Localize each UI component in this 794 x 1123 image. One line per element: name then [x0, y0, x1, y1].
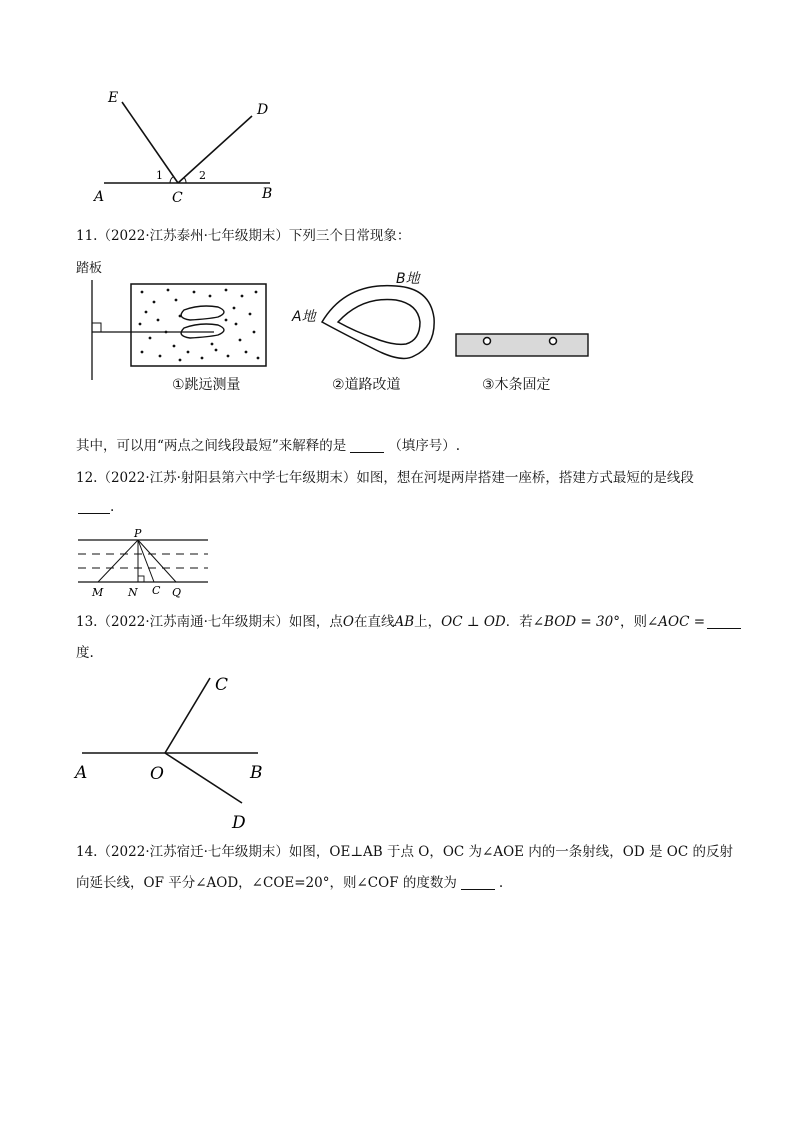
label-E: E — [108, 90, 119, 106]
q11-figures — [76, 262, 616, 387]
q14-line1: 14.（2022·江苏宿迁·七年级期末）如图，OE⊥AB 于点 O，OC 为∠AOE 内的一条射线，OD 是 OC 的反射 — [76, 844, 733, 860]
label-A: A — [75, 763, 88, 783]
q11-stem: 11.（2022·江苏泰州·七年级期末）下列三个日常现象： — [76, 228, 411, 244]
answer-blank-q14[interactable] — [461, 875, 495, 890]
label-Q: Q — [172, 586, 182, 599]
place-a-label: A地 — [292, 309, 316, 325]
label-M: M — [92, 586, 104, 599]
label-D: D — [257, 102, 269, 118]
label-angle-2: 2 — [199, 169, 206, 182]
angle-figure-q13 — [70, 670, 280, 830]
label-N: N — [128, 586, 138, 599]
label-angle-1: 1 — [156, 169, 163, 182]
label-A: A — [94, 189, 105, 205]
label-C: C — [215, 675, 229, 695]
river-bridge-figure — [76, 526, 216, 600]
answer-blank-q12[interactable] — [78, 499, 110, 514]
label-C: C — [152, 584, 161, 597]
q13-stem: 13.（2022·江苏南通·七年级期末）如图，点O在直线AB上，OC ⊥ OD．若∠BOD = 30°，则∠AOC = — [76, 612, 743, 632]
label-P: P — [134, 527, 142, 540]
label-B: B — [262, 186, 273, 202]
board-label: 踏板 — [76, 261, 103, 276]
answer-blank-q13[interactable] — [707, 614, 741, 629]
place-b-label: B地 — [396, 271, 420, 287]
caption-long-jump: ①跳远测量 — [172, 377, 241, 393]
q12-stem: 12.（2022·江苏·射阳县第六中学七年级期末）如图，想在河堤两岸搭建一座桥，搭建方式最短的是线段 — [76, 470, 694, 486]
label-B: B — [250, 763, 263, 783]
angle-figure-top — [80, 80, 300, 210]
label-D: D — [232, 813, 246, 830]
label-O: O — [150, 764, 164, 784]
answer-blank-q11[interactable] — [350, 438, 384, 453]
caption-road-rerouting: ②道路改道 — [332, 377, 401, 393]
q11-answer-line: 其中，可以用“两点之间线段最短”来解释的是 （填序号）. — [76, 438, 461, 454]
caption-wood-strip: ③木条固定 — [482, 377, 551, 393]
q12-line2: . — [76, 497, 114, 517]
q14-line2: 向延长线，OF 平分∠AOD，∠COE=20°，则∠COF 的度数为 . — [76, 875, 504, 891]
label-C: C — [172, 190, 183, 206]
q13-line2: 度. — [76, 645, 94, 661]
